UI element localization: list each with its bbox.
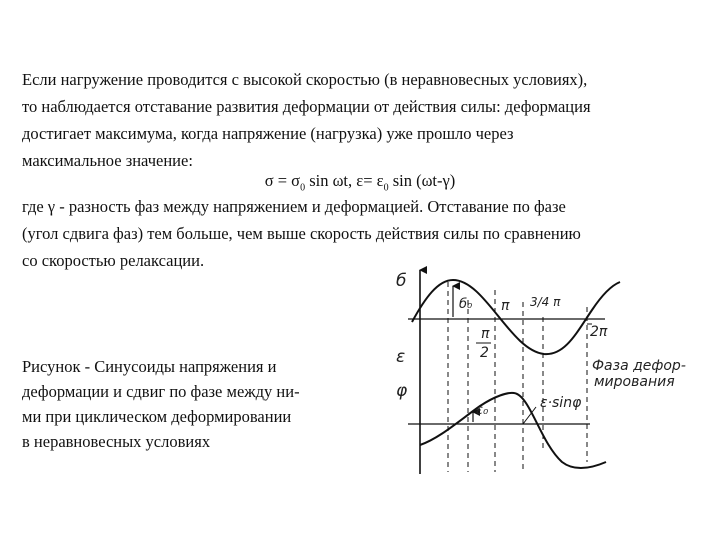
esinphi-label: ε·sinφ [540,395,582,411]
intro-line-2: то наблюдается отставание развития деформации от действия силы: деформация [22,97,591,116]
formula-stress-right: sin ωt, ε= ε [305,171,384,190]
phase-label-line-2: мирования [594,374,675,390]
intro-line-4: максимальное значение: [22,151,193,170]
phase-label-line-1: Фаза дефор- [592,358,686,374]
sigma-axis-label: б [396,271,407,291]
intro-line-3: достигает максимума, когда напряжение (нагрузка) уже прошло через [22,124,514,143]
caption-line-3: ми при циклическом деформировании [22,407,292,426]
sigma0-label: б₀ [459,297,473,312]
sinusoid-diagram [380,262,710,482]
explanation-line-3: со скоростью релаксации. [22,251,205,270]
formula-strain-right: sin (ωt-γ) [388,171,456,190]
figure-caption [22,354,300,454]
caption-line-2: деформации и сдвиг по фазе между ни- [22,382,300,401]
formula-stress-sub: 0 [300,182,306,194]
two-pi-label: 2π [590,324,608,340]
epsilon0-label: ε₀ [476,403,489,418]
formula-stress-left: σ = σ [264,171,301,190]
intro-line-1: Если нагружение проводится с высокой скоростью (в неравновесных условиях), [22,70,588,89]
phi-axis-label: φ [396,381,408,401]
pi-half-denominator: 2 [480,345,489,361]
caption-line-4: в неравновесных условиях [22,432,211,451]
pi-half-numerator: π [481,326,490,342]
three-quarter-pi-label: 3/4 π [530,295,561,309]
intro-paragraph [22,66,716,174]
explanation-line-1: где γ - разность фаз между напряжением и деформацией. Отставание по фазе [22,197,566,216]
pi-label: π [501,298,510,314]
stress-curve [412,280,620,354]
caption-line-1: Рисунок - Синусоиды напряжения и [22,357,277,376]
explanation-line-2: (угол сдвига фаз) тем больше, чем выше скорость действия силы по сравнению [22,224,581,243]
epsilon-axis-label: ε [396,347,406,367]
formula-strain-sub: 0 [383,182,389,194]
